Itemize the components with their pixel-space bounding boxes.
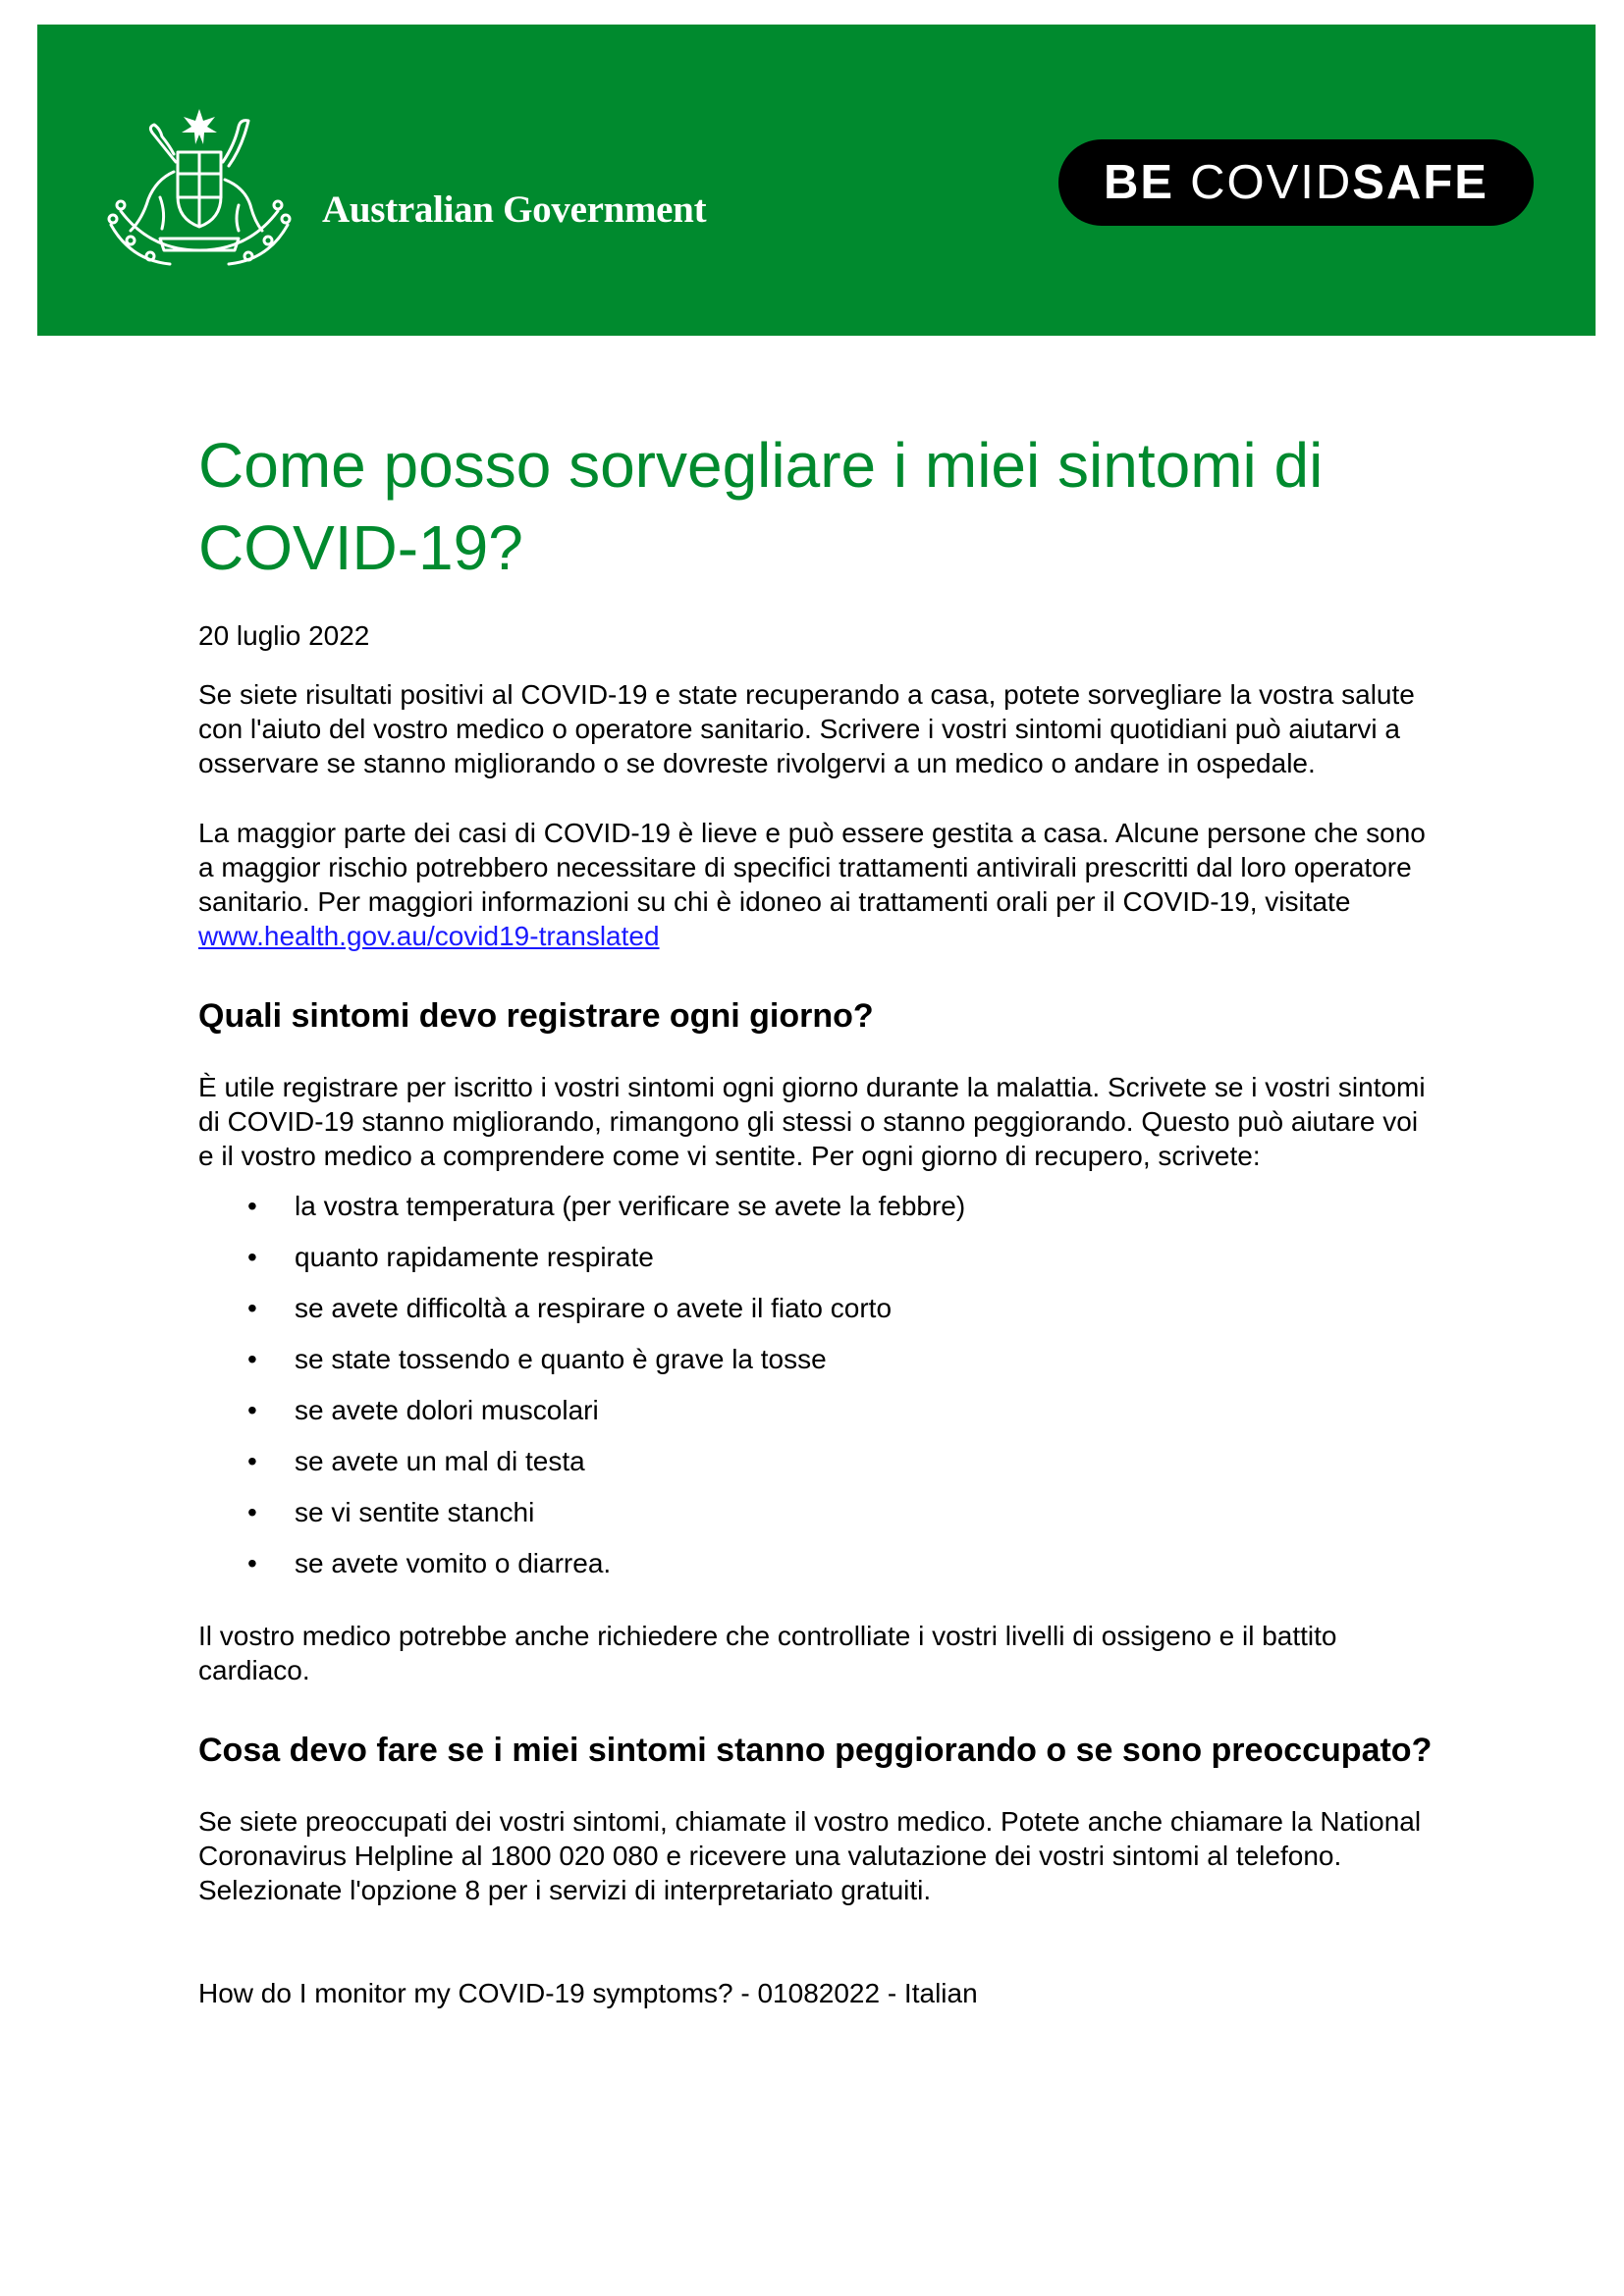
government-name: Australian Government <box>322 188 707 231</box>
badge-word-safe: SAFE <box>1352 156 1489 209</box>
badge-word-be: BE <box>1104 156 1175 209</box>
info-paragraph <box>198 816 1435 953</box>
intro-paragraph: Se siete risultati positivi al COVID-19 e state recuperando a casa, potete sorvegliare la vostra salute con l'aiuto del vostro medico o operatore sanitario. Scrivere i vostri sintomi quotidiani può aiutarvi a osservare se stanno migliorando o se dovreste rivolgervi a un medico o andare in ospedale. <box>198 679 1415 778</box>
section-heading-symptoms: Quali sintomi devo registrare ogni giorno? <box>198 997 874 1035</box>
page-title <box>198 424 1435 589</box>
page-title-line1: Come posso sorvegliare i miei sintomi di <box>198 430 1324 501</box>
coat-of-arms-logo <box>91 103 307 280</box>
info-paragraph-text: La maggior parte dei casi di COVID-19 è lieve e può essere gestita a casa. Alcune persone che sono a maggior rischio potrebbero necessitare di specifici trattamenti antivirali prescritti dal loro operatore sanitario. Per maggiori informazioni su chi è idoneo ai trattamenti orali per il COVID-19, visitate <box>198 818 1426 917</box>
list-item: • quanto rapidamente respirate <box>198 1232 1435 1283</box>
list-item: • la vostra temperatura (per verificare se avete la febbre) <box>198 1181 1435 1232</box>
helpline-paragraph: Se siete preoccupati dei vostri sintomi, chiamate il vostro medico. Potete anche chiamare la National Coronavirus Helpline al 1800 020 080 e ricevere una valutazione dei vostri sintomi al telefono. Selezionate l'opzione 8 per i servizi di interpretariato gratuiti. <box>198 1806 1422 1905</box>
health-translated-link[interactable]: www.health.gov.au/covid19-translated <box>198 921 660 951</box>
header-banner <box>37 25 1596 336</box>
page-title-line2: COVID-19? <box>198 512 523 583</box>
list-item: • se state tossendo e quanto è grave la tosse <box>198 1334 1435 1385</box>
list-item: • se avete difficoltà a respirare o avete il fiato corto <box>198 1283 1435 1334</box>
oxygen-paragraph: Il vostro medico potrebbe anche richiedere che controlliate i vostri livelli di ossigeno e il battito cardiaco. <box>198 1621 1337 1685</box>
document-footer: How do I monitor my COVID-19 symptoms? - 01082022 - Italian <box>198 1978 978 2008</box>
publication-date: 20 luglio 2022 <box>198 620 370 651</box>
section-heading-worsening: Cosa devo fare se i miei sintomi stanno peggiorando o se sono preoccupato? <box>198 1732 1433 1769</box>
list-item: • se vi sentite stanchi <box>198 1487 1435 1538</box>
be-covidsafe-badge <box>1058 139 1534 226</box>
list-item: • se avete dolori muscolari <box>198 1385 1435 1436</box>
list-item: • se avete un mal di testa <box>198 1436 1435 1487</box>
list-item: • se avete vomito o diarrea. <box>198 1538 1435 1589</box>
document-body <box>198 424 1435 2010</box>
symptoms-intro-paragraph: È utile registrare per iscritto i vostri sintomi ogni giorno durante la malattia. Scrivete se i vostri sintomi di COVID-19 stanno migliorando, rimangono gli stessi o stanno peggiorando. Questo può aiutare voi e il vostro medico a comprendere come vi sentite. Per ogni giorno di recupero, scrivete: <box>198 1072 1426 1171</box>
badge-word-covid: COVID <box>1190 156 1353 209</box>
symptoms-list <box>198 1181 1435 1589</box>
